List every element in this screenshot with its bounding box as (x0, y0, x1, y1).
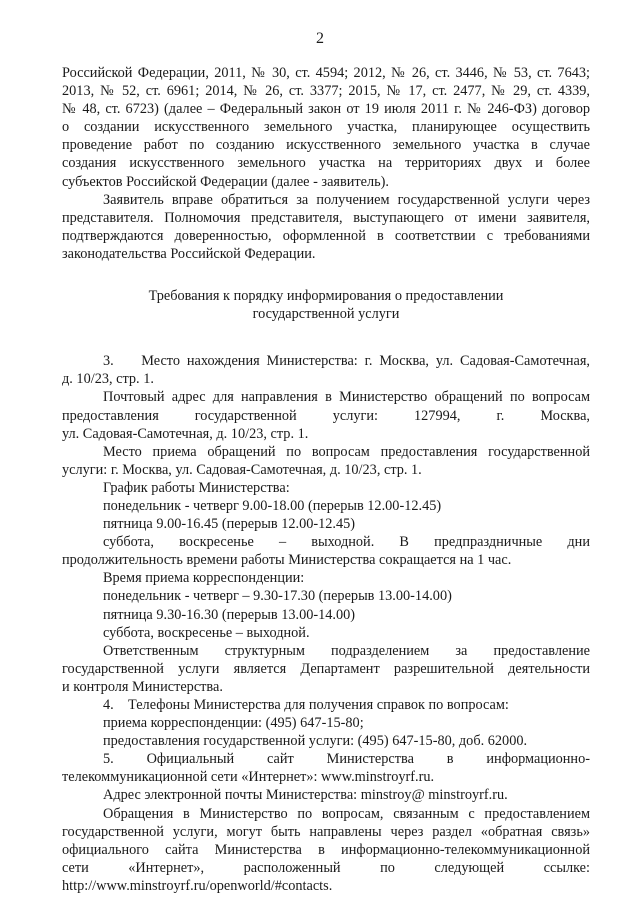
text-line: № 48, ст. 6723) (далее – Федеральный закон от 19 июля 2011 г. № 246-ФЗ) договор (62, 101, 590, 118)
heading-line: государственной услуги (252, 306, 400, 323)
text-line: предоставления государственной услуги: 127994, г. Москва, (62, 407, 590, 424)
text-line: суббота, воскресенье – выходной. (103, 624, 310, 641)
text-line: д. 10/23, стр. 1. (62, 371, 154, 388)
text-line: 3. Место нахождения Министерства: г. Москва, ул. Садовая-Самотечная, (103, 353, 590, 370)
document-body (62, 64, 590, 895)
text-line: пятница 9.30-16.30 (перерыв 13.00-14.00) (103, 606, 356, 623)
section-heading (62, 287, 590, 323)
text-line: понедельник - четверг 9.00-18.00 (перерыв 12.00-12.45) (103, 497, 442, 514)
text-line: Место приема обращений по вопросам предоставления государственной (103, 443, 590, 460)
text-line: предоставления государственной услуги: (495) 647-15-80, доб. 62000. (103, 733, 528, 750)
contacts-url: http://www.minstroyrf.ru/openworld/#contacts. (62, 877, 333, 894)
text-line: Почтовый адрес для направления в Министерство обращений по вопросам (103, 389, 590, 406)
text-line: 2013, № 52, ст. 6961; 2014, № 26, ст. 3377; 2015, № 17, ст. 2477, № 29, ст. 4339, (62, 83, 590, 100)
text-line: пятница 9.00-16.45 (перерыв 12.00-12.45) (103, 516, 356, 533)
text-line: государственной услуги является Департамент разрешительной деятельности (62, 660, 590, 677)
text-line: Ответственным структурным подразделением за предоставление (103, 642, 590, 659)
text-line: Время приема корреспонденции: (103, 570, 305, 587)
text-line: проведение работ по созданию искусственного земельного участка в случае (62, 137, 590, 154)
text-line: услуги: г. Москва, ул. Садовая-Самотечная, д. 10/23, стр. 1. (62, 461, 422, 478)
page-number: 2 (316, 30, 324, 47)
text-line: Российской Федерации, 2011, № 30, ст. 4594; 2012, № 26, ст. 3446, № 53, ст. 7643; (62, 65, 590, 81)
text-line: Обращения в Министерство по вопросам, связанным с предоставлением (103, 805, 590, 822)
text-line: суббота, воскресенье – выходной. В предпраздничные дни (103, 534, 590, 551)
email-line: Адрес электронной почты Министерства: minstroy@ minstroyrf.ru. (103, 787, 508, 804)
text-line: государственной услуги, могут быть направлены через раздел «обратная связь» (62, 823, 590, 840)
text-line: Заявитель вправе обратиться за получением государственной услуги через (103, 191, 590, 208)
text-line: ул. Садовая-Самотечная, д. 10/23, стр. 1. (62, 425, 309, 442)
text-line: приема корреспонденции: (495) 647-15-80; (103, 715, 364, 732)
text-line: создания искусственного земельного участка на территориях двух и более (62, 155, 590, 172)
text-line: о создании искусственного земельного участка, планирующее осуществить (62, 119, 590, 136)
text-line: субъектов Российской Федерации (далее - заявитель). (62, 173, 389, 190)
text-line: подтверждаются доверенностью, оформленной в соответствии с требованиями (62, 227, 590, 244)
text-line: сети «Интернет», расположенный по следующей ссылке: (62, 859, 590, 876)
text-line: График работы Министерства: (103, 479, 290, 496)
text-line: законодательства Российской Федерации. (62, 245, 316, 262)
text-line: 5. Официальный сайт Министерства в информационно- (103, 751, 590, 768)
heading-line: Требования к порядку информирования о предоставлении (148, 288, 504, 305)
text-line: официального сайта Министерства в информационно-телекоммуникационной (62, 841, 590, 858)
text-line: понедельник - четверг – 9.30-17.30 (перерыв 13.00-14.00) (103, 588, 452, 605)
text-line: телекоммуникационной сети «Интернет»: www.minstroyrf.ru. (62, 769, 435, 786)
text-line: представителя. Полномочия представителя, выступающего от имени заявителя, (62, 209, 590, 226)
text-line: и контроля Министерства. (62, 678, 223, 695)
text-line: 4. Телефоны Министерства для получения справок по вопросам: (103, 697, 509, 713)
text-line: продолжительность времени работы Министерства сокращается на 1 час. (62, 552, 512, 569)
